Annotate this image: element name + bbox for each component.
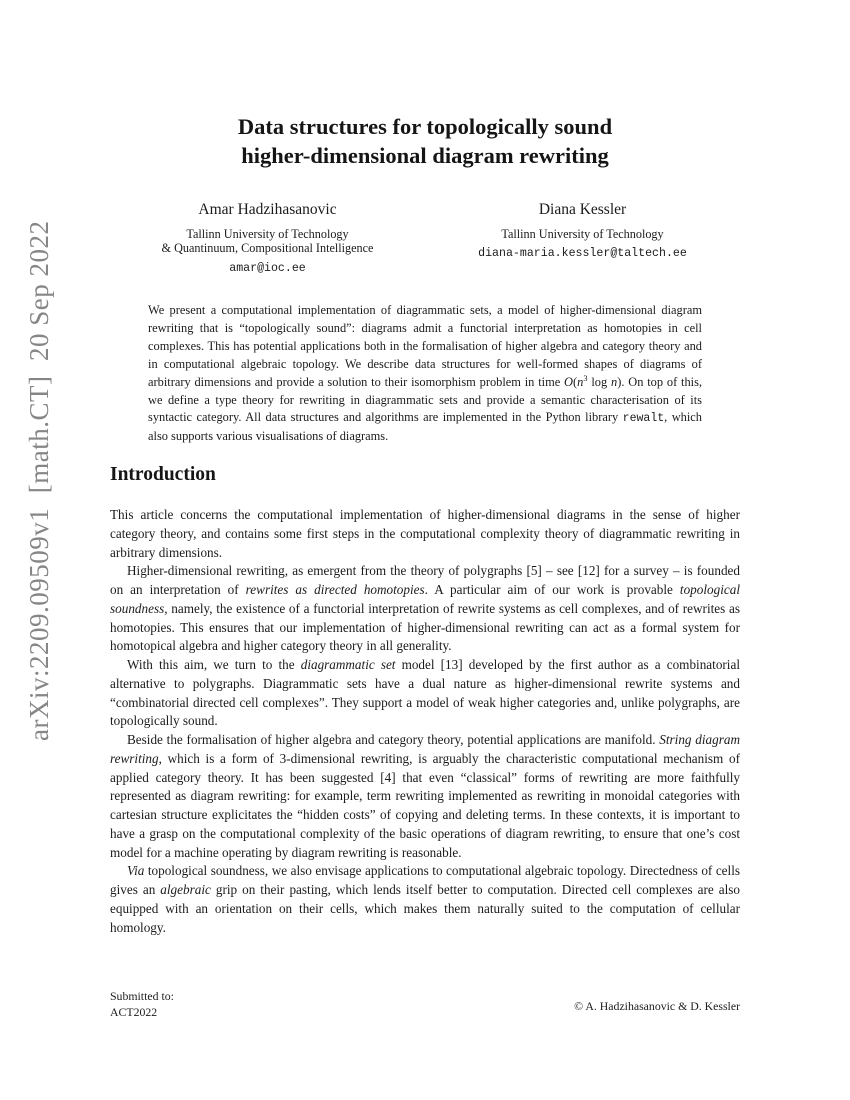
author-1-affiliation-1: Tallinn University of Technology [186, 227, 349, 241]
paragraph [110, 656, 740, 731]
text-segment: grip on their pasting, which lends itself better to computation. Directed cell complexes are also equipped with an orientation on their cells, which makes them naturally suited to the computation of cellular homology. [110, 882, 740, 935]
author-1-affiliation-2: & Quantinuum, Compositional Intelligence [161, 241, 374, 256]
text-segment: rewalt [622, 412, 665, 426]
text-segment: . On top of this, we define a type theory for rewriting in diagrammatic sets and provide a semantic characterisation of its syntactic category. All data structures and algorithms are implemented in the Python library [148, 374, 703, 425]
text-segment: Via [127, 863, 145, 879]
text-segment: Higher-dimensional rewriting, as emergent from the theory of polygraphs [5] – see [12] for a survey – is founded on an interpretation of [110, 563, 740, 597]
text-segment: topological soundness, we also envisage applications to computational algebraic topology. Directedness of cells gives an [110, 863, 740, 897]
text-segment: 3 [583, 372, 588, 383]
text-segment: ( [572, 374, 578, 389]
paragraph [110, 562, 740, 656]
text-segment: log [587, 374, 612, 389]
author-2 [425, 201, 740, 275]
author-1-email: amar@ioc.ee [229, 261, 306, 275]
text-segment: Beside the formalisation of higher algebra and category theory, potential applications are manifold. [127, 732, 660, 747]
text-segment: diagrammatic set [300, 657, 396, 672]
text-segment: topological soundness [110, 582, 740, 616]
copyright-notice: © A. Hadzihasanovic & D. Kessler [574, 999, 740, 1013]
text-segment: , which is a form of 3-dimensional rewriting, is arguably the characteristic computational mechanism of applied category theory. It has been suggested [4] that even “classical” forms of rewriting are more faithfully represented as diagram rewriting: for example, term rewriting implemented as rewriting in monoidal categories with cartesian structure explicitates the “hidden costs” of copying and deleting terms. In these contexts, it is important to have a grasp on the computational complexity of the basic operations of diagram rewriting, to ensure that one’s cost model for a machine operating by diagram rewriting is reasonable. [110, 750, 740, 860]
paper-title-line2: higher-dimensional diagram rewriting [241, 143, 609, 168]
author-2-affiliation-1: Tallinn University of Technology [501, 227, 664, 241]
submitted-to-label: Submitted to: [110, 989, 174, 1003]
author-2-name: Diana Kessler [538, 201, 627, 218]
text-segment: With this aim, we turn to the [127, 657, 301, 672]
text-segment: model [13] developed by the first author as a combinatorial alternative to polygraphs. Diagrammatic sets have a dual nature as higher-dimensional rewrite systems and “combinatorial directed cell complexes”. They support a model of weak higher categories and, unlike polygraphs, are topologically sound. [110, 657, 740, 729]
text-segment: , which also supports various visualisations of diagrams. [148, 410, 702, 444]
text-segment: O [564, 374, 573, 389]
text-segment: ) [617, 374, 622, 389]
introduction-heading: Introduction [110, 464, 216, 485]
text-segment: algebraic [160, 882, 211, 897]
author-1 [110, 201, 425, 275]
paragraph [110, 862, 740, 937]
venue-label: ACT2022 [110, 1005, 158, 1019]
text-segment: . A particular aim of our work is provable [424, 582, 680, 597]
author-block [110, 201, 740, 275]
footer-submission-info [110, 988, 174, 1020]
text-segment: This article concerns the computational implementation of higher-dimensional diagrams in the sense of higher category theory, and contains some first steps in the computational complexity theory of diagrammatic rewriting in arbitrary dimensions. [110, 507, 740, 560]
introduction-section [110, 464, 740, 937]
paper-title [110, 112, 740, 170]
text-segment: n [611, 374, 618, 389]
paragraph [110, 506, 740, 562]
paper-header [110, 112, 740, 275]
text-segment: String diagram rewriting [110, 732, 740, 766]
paper-title-line1: Data structures for topologically sound [237, 114, 613, 139]
text-segment: rewrites as directed homotopies [245, 582, 425, 597]
author-2-email: diana-maria.kessler@taltech.ee [478, 247, 687, 261]
text-segment: We present a computational implementation of diagrammatic sets, a model of higher-dimensional diagram rewriting that is “topologically sound”: diagrams admit a functorial interpretation as homotopies in cell complexes. This has potential applications both in the formalisation of higher algebra and category theory and in computational algebraic topology. We describe data structures for well-formed shapes of diagrams of arbitrary dimensions and provide a solution to their isomorphism problem in time [148, 303, 702, 389]
arxiv-watermark: arXiv:2209.09509v1 [math.CT] 20 Sep 2022 [24, 220, 54, 742]
text-segment: , namely, the existence of a functorial interpretation of rewrite systems as cell complexes, and of rewrites as homotopies. This ensures that our implementation of higher-dimensional rewriting can act as a formal system for homotopical algebra and higher category theory in all generality. [110, 600, 740, 654]
text-segment: n [577, 374, 584, 389]
author-1-name: Amar Hadzihasanovic [198, 201, 337, 218]
abstract-text [148, 302, 702, 446]
abstract [148, 302, 702, 446]
paragraph [110, 731, 740, 862]
